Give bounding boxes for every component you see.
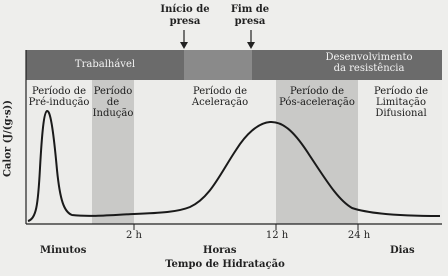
tick-label-12h: 12 h (265, 230, 289, 241)
header-strength-label (296, 52, 442, 74)
setting-start-arrow (180, 30, 188, 49)
phase-post-acceleration-l1: Período de (289, 86, 345, 97)
phase-acceleration-label (180, 86, 260, 108)
tick-label-24h: 24 h (347, 230, 371, 241)
setting-start-label-line1: Início de (160, 4, 210, 15)
phase-induction-l2: Indução (92, 108, 134, 119)
header-strength-label-line1: Desenvolvimento (325, 52, 413, 63)
setting-end-arrow (247, 30, 255, 49)
scale-days-label: Dias (390, 245, 415, 256)
phase-diffusion-l2: Limitação (375, 97, 427, 108)
phase-pre-induction-l2: Pré-indução (28, 97, 90, 108)
phase-diffusion-l1: Período de (373, 86, 429, 97)
phase-pre-induction-label (26, 86, 92, 108)
setting-start-label-line2: presa (169, 16, 201, 27)
header-strength-label-line2: da resistência (333, 63, 405, 74)
phase-post-acceleration-l2: Pós-aceleração (279, 97, 355, 108)
scale-minutes-label: Minutos (40, 245, 87, 256)
phase-diffusion-label (360, 86, 442, 119)
setting-end-label-line1: Fim de (230, 4, 270, 15)
scale-hours-label: Horas (203, 245, 237, 256)
x-axis-label: Tempo de Hidratação (165, 259, 285, 270)
y-axis-label: Calor (J/(g·s)) (2, 99, 14, 178)
header-workable-label: Trabalhável (74, 59, 136, 70)
phase-induction-l1: Período de (93, 86, 133, 108)
phase-post-acceleration-label (276, 86, 358, 108)
setting-end-label-line2: presa (234, 16, 266, 27)
phase-acceleration-l1: Período de (192, 86, 248, 97)
tick-label-2h: 2 h (126, 230, 142, 241)
header-setting-segment (184, 50, 252, 80)
phase-induction-label (90, 86, 136, 119)
phase-acceleration-l2: Aceleração (191, 97, 249, 108)
phase-diffusion-l3: Difusional (375, 108, 427, 119)
phase-pre-induction-l1: Período de (31, 86, 87, 97)
